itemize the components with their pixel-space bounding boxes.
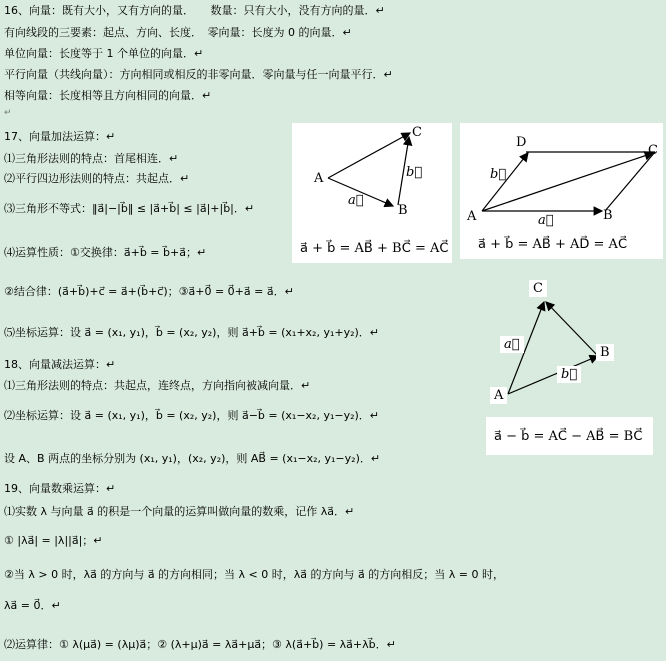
vector-a-label: a⃗ (348, 193, 364, 208)
paragraph-mark: ↵ (4, 108, 12, 118)
line-scalar-definition: ⑴实数 λ 与向量 a⃗ 的积是一个向量的运算叫做向量的数乘，记作 λa⃗．↵ (4, 505, 355, 518)
line-18-subtraction-heading: 18、向量减法运算：↵ (4, 358, 116, 371)
vector-b-label: b⃗ (406, 165, 423, 180)
line-coordinate-addition: ⑸坐标运算：设 a⃗ = (x₁, y₁)，b⃗ = (x₂, y₂)，则 a⃗+b⃗ = (x₁+x₂, y₁+y₂)．↵ (4, 326, 380, 339)
vector-a-label: a⃗ (500, 336, 524, 353)
line-triangle-inequality: ⑶三角形不等式：‖a⃗|−|b⃗‖ ≤ |a⃗+b⃗| ≤ |a⃗|+|b⃗|．↵ (4, 202, 255, 215)
point-a-label: A (467, 209, 477, 224)
figure-parallelogram-addition (460, 123, 663, 259)
triangle-addition-caption: a⃗ + b⃗ = AB⃗ + BC⃗ = AC⃗ (300, 241, 449, 256)
vector-b-label: b⃗ (490, 167, 507, 182)
line-directed-segment: 有向线段的三要素：起点、方向、长度． 零向量：长度为 0 的向量．↵ (4, 26, 352, 39)
point-b-label: B (603, 208, 613, 223)
point-c-label: C (529, 280, 547, 297)
line-19-scalar-heading: 19、向量数乘运算：↵ (4, 482, 116, 495)
line-unit-vector: 单位向量：长度等于 1 个单位的向量．↵ (4, 47, 204, 60)
line-scalar-direction: ②当 λ > 0 时，λa⃗ 的方向与 a⃗ 的方向相同；当 λ < 0 时，λa⃗ 的方向与 a⃗ 的方向相反；当 λ = 0 时， (4, 568, 504, 581)
line-zero-scalar: λa⃗ = 0⃗．↵ (4, 599, 61, 612)
point-b-label: B (398, 203, 408, 218)
vector-ad-arrow (482, 153, 528, 211)
vector-ac-diagonal (482, 153, 653, 211)
vector-b-label: b⃗ (557, 366, 581, 383)
point-c-label: C (412, 125, 422, 140)
line-subtraction-triangle-rule: ⑴三角形法则的特点：共起点，连终点，方向指向被减向量．↵ (4, 379, 311, 392)
line-associative-law: ②结合律：(a⃗+b⃗)+c⃗ = a⃗+(b⃗+c⃗)；③a⃗+0⃗ = 0⃗+a⃗ = a⃗．↵ (4, 285, 294, 298)
line-equal-vector: 相等向量：长度相等且方向相同的向量．↵ (4, 89, 212, 102)
line-triangle-rule: ⑴三角形法则的特点：首尾相连．↵ (4, 152, 179, 165)
point-c-label: C (648, 143, 658, 158)
line-parallel-vector: 平行向量（共线向量）：方向相同或相反的非零向量．零向量与任一向量平行．↵ (4, 68, 393, 81)
subtraction-caption-box (486, 417, 653, 455)
vector-ac-arrow (328, 133, 410, 178)
parallelogram-addition-caption: a⃗ + b⃗ = AB⃗ + AD⃗ = AC⃗ (478, 237, 628, 252)
line-points-coordinates: 设 A、B 两点的坐标分别为 (x₁, y₁)，(x₂, y₂)，则 AB⃗ = (x₁−x₂, y₁−y₂)．↵ (4, 452, 381, 465)
line-coordinate-subtraction: ⑵坐标运算：设 a⃗ = (x₁, y₁)，b⃗ = (x₂, y₂)，则 a⃗−b⃗ = (x₁−x₂, y₁−y₂)．↵ (4, 409, 380, 422)
line-scalar-magnitude: ① |λa⃗| = |λ||a⃗|；↵ (4, 534, 103, 547)
subtraction-caption: a⃗ − b⃗ = AC⃗ − AB⃗ = BC⃗ (494, 429, 643, 444)
vector-bc-arrow (546, 302, 598, 356)
vector-ab-arrow (508, 356, 598, 394)
line-commutative-law: ⑷运算性质：①交换律：a⃗+b⃗ = b⃗+a⃗；↵ (4, 246, 207, 259)
point-a-label: A (314, 171, 324, 186)
vector-a-label: a⃗ (538, 213, 554, 228)
line-parallelogram-rule: ⑵平行四边形法则的特点：共起点．↵ (4, 172, 190, 185)
point-b-label: B (596, 344, 614, 361)
point-d-label: D (516, 135, 527, 150)
line-16-vector-definition: 16、向量：既有大小，又有方向的量． 数量：只有大小，没有方向的量．↵ (4, 4, 385, 17)
line-17-addition-heading: 17、向量加法运算：↵ (4, 130, 116, 143)
figure-triangle-addition (292, 123, 452, 263)
point-a-label: A (490, 387, 507, 404)
line-scalar-laws: ⑵运算律：① λ(μa⃗) = (λμ)a⃗；② (λ+μ)a⃗ = λa⃗+μa⃗；③ λ(a⃗+b⃗) = λa⃗+λb⃗．↵ (4, 638, 396, 651)
